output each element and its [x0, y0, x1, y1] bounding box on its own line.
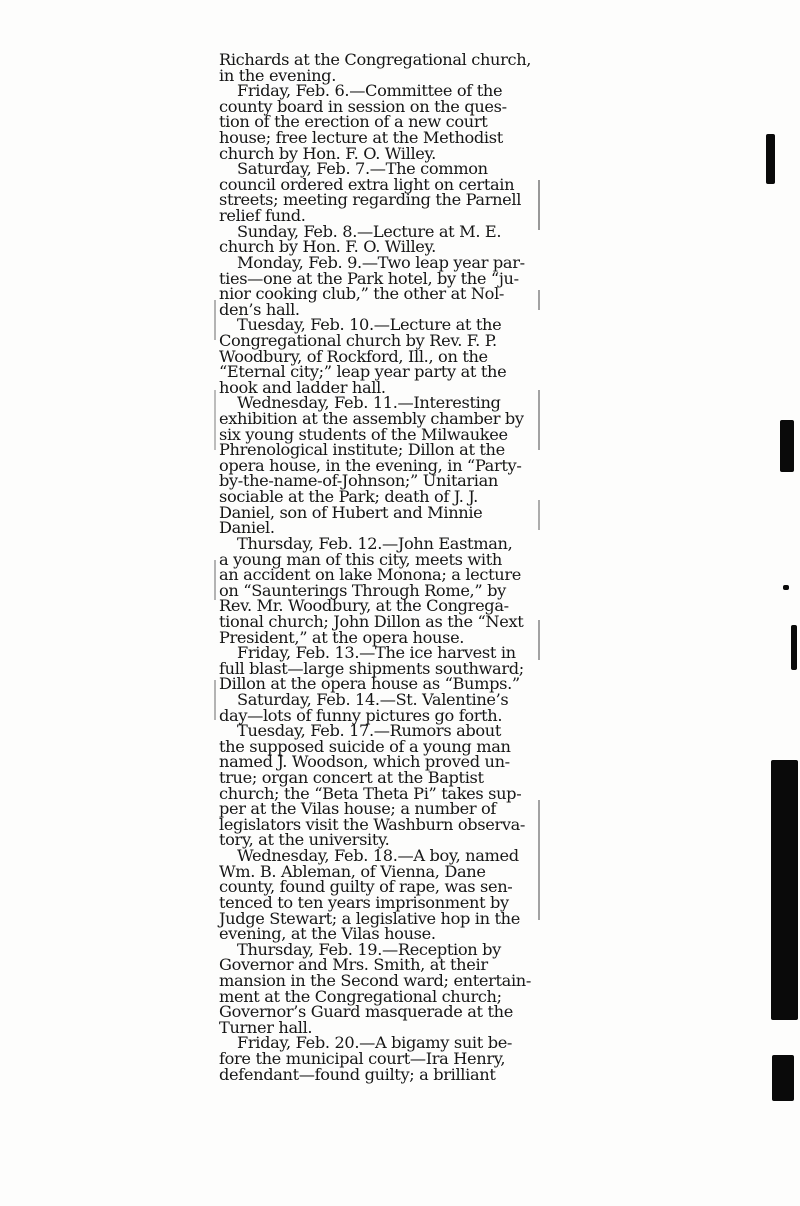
edge-scan-mark [791, 625, 797, 670]
article-line: sociable at the Park; death of J. J. [219, 487, 478, 507]
article-line: Sunday, Feb. 8.—Lecture at M. E. [237, 221, 502, 241]
article-line: Thursday, Feb. 19.—Reception by [237, 939, 501, 959]
article-line: county board in session on the ques- [219, 96, 507, 116]
article-line: day—lots of funny pictures go forth. [219, 705, 503, 725]
article-line: nior cooking club,” the other at Nol- [219, 284, 505, 304]
edge-scan-mark [772, 1055, 794, 1101]
article-line: relief fund. [219, 206, 306, 226]
article-line: Wednesday, Feb. 18.—A boy, named [237, 846, 519, 866]
article-line: per at the Vilas house; a number of [219, 799, 497, 819]
article-line: Turner hall. [219, 1017, 313, 1037]
article-line: Woodbury, of Rockford, Ill., on the [219, 346, 488, 366]
article-line: full blast—large shipments southward; [219, 658, 524, 678]
article-line: tenced to ten years imprisonment by [219, 892, 509, 912]
article-line: Friday, Feb. 20.—A bigamy suit be- [237, 1033, 513, 1053]
article-line: county, found guilty of rape, was sen- [219, 877, 513, 897]
article-line: Richards at the Congregational church, [219, 50, 532, 69]
article-line: defendant—found guilty; a brilliant [219, 1064, 496, 1084]
article-line: “Eternal city;” leap year party at the [219, 362, 507, 382]
article-line: tion of the erection of a new court [219, 112, 488, 132]
column-rule-left [214, 300, 216, 720]
article-line: Friday, Feb. 13.—The ice harvest in [237, 643, 516, 663]
article-line: hook and ladder hall. [219, 377, 386, 397]
article-line: evening, at the Vilas house. [219, 924, 436, 944]
edge-scan-mark [783, 585, 789, 590]
article-line: Governor’s Guard masquerade at the [219, 1002, 513, 1022]
article-line: on “Saunterings Through Rome,” by [219, 580, 506, 600]
article-line: Tuesday, Feb. 17.—Rumors about [237, 721, 502, 741]
article-line: Dillon at the opera house as “Bumps.” [219, 674, 520, 694]
article-line: Daniel, son of Hubert and Minnie [219, 502, 483, 522]
article-line: the supposed suicide of a young man [219, 736, 511, 756]
article-line: ties—one at the Park hotel, by the “ju- [219, 268, 519, 288]
article-line: Governor and Mrs. Smith, at their [219, 955, 488, 975]
article-line: church; the “Beta Theta Pi” takes sup- [219, 783, 522, 803]
article-line: church by Hon. F. O. Willey. [219, 143, 436, 163]
edge-scan-mark [766, 134, 775, 184]
article-line: mansion in the Second ward; entertain- [219, 970, 532, 990]
article-line: six young students of the Milwaukee [219, 424, 508, 444]
article-line: opera house, in the evening, in “Party- [219, 455, 522, 475]
article-line: Wednesday, Feb. 11.—Interesting [237, 393, 501, 413]
article-line: Rev. Mr. Woodbury, at the Congrega- [219, 596, 509, 616]
article-line: Phrenological institute; Dillon at the [219, 440, 505, 460]
article-line: tory, at the university. [219, 830, 390, 850]
article-line: Judge Stewart; a legislative hop in the [219, 908, 520, 928]
article-line: Thursday, Feb. 12.—John Eastman, [237, 533, 513, 553]
article-line: Saturday, Feb. 7.—The common [237, 159, 488, 179]
article-line: tional church; John Dillon as the “Next [219, 611, 524, 631]
article-line: council ordered extra light on certain [219, 174, 515, 194]
article-line: streets; meeting regarding the Parnell [219, 190, 522, 210]
edge-scan-mark [771, 760, 798, 1020]
article-line: Wm. B. Ableman, of Vienna, Dane [219, 861, 486, 881]
article-line: named J. Woodson, which proved un- [219, 752, 510, 772]
article-line: President,” at the opera house. [219, 627, 465, 647]
article-line: legislators visit the Washburn observa- [219, 814, 526, 834]
article-line: exhibition at the assembly chamber by [219, 409, 524, 429]
article-line: Tuesday, Feb. 10.—Lecture at the [237, 315, 502, 335]
article-line: Saturday, Feb. 14.—St. Valentine’s [237, 689, 509, 709]
article-line: ment at the Congregational church; [219, 986, 502, 1006]
article-line: house; free lecture at the Methodist [219, 128, 503, 148]
article-line: church by Hon. F. O. Willey. [219, 237, 436, 257]
article-line: den’s hall. [219, 299, 300, 319]
article-line: fore the municipal court—Ira Henry, [219, 1049, 506, 1068]
article-line: in the evening. [219, 65, 336, 85]
edge-scan-mark [780, 420, 794, 472]
article-line: Friday, Feb. 6.—Committee of the [237, 81, 503, 101]
article-line: Monday, Feb. 9.—Two leap year par- [237, 252, 525, 272]
article-line: by-the-name-of-Johnson;” Unitarian [219, 471, 498, 491]
article-column [219, 52, 539, 1082]
article-line: a young man of this city, meets with [219, 549, 502, 569]
article-line: Daniel. [219, 518, 275, 538]
article-line: an accident on lake Monona; a lecture [219, 565, 521, 585]
article-line: Congregational church by Rev. F. P. [219, 330, 497, 350]
article-line: true; organ concert at the Baptist [219, 768, 484, 788]
